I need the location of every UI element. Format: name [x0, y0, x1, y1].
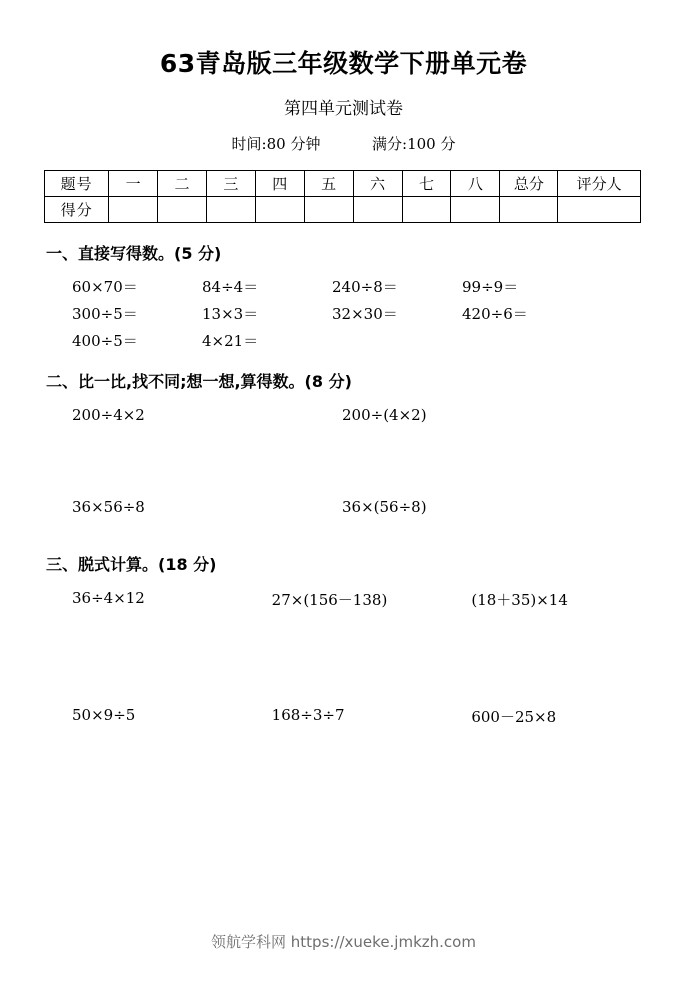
section-2: [44, 369, 643, 516]
table-row: [45, 197, 641, 223]
table-cell: 四: [255, 171, 304, 197]
table-cell: 总分: [500, 171, 558, 197]
problem-item: 168÷3÷7: [271, 706, 345, 724]
problem-item: 27×(156－138): [271, 591, 388, 609]
time-limit: 时间:80 分钟: [231, 135, 321, 153]
page-title: 63青岛版三年级数学下册单元卷: [159, 49, 528, 78]
page-subtitle: 第四单元测试卷: [284, 99, 403, 119]
problem-item: 420÷6＝: [462, 305, 528, 323]
problem-item: 60×70＝: [72, 278, 138, 296]
table-cell: 七: [402, 171, 451, 197]
problem-item: 13×3＝: [202, 305, 259, 323]
section-2-title: 二、比一比,找不同;想一想,算得数。(8 分): [46, 372, 352, 391]
problem-item: (18＋35)×14: [471, 591, 568, 609]
problem-item: 84÷4＝: [202, 278, 259, 296]
score-table: [44, 170, 641, 223]
table-cell: 评分人: [558, 171, 641, 197]
problem-item: 300÷5＝: [72, 305, 138, 323]
problem-row: [44, 324, 643, 351]
section-1-title: 一、直接写得数。(5 分): [46, 244, 222, 263]
row-header-score: 得分: [45, 197, 109, 223]
problem-item: [304, 330, 434, 351]
table-cell: 八: [451, 171, 500, 197]
problem-row: [44, 610, 643, 727]
row-header-question-no: 题号: [45, 171, 109, 197]
problem-item: 36×56÷8: [72, 498, 145, 516]
score-entry-cell[interactable]: [304, 197, 353, 223]
problem-row: [44, 297, 643, 324]
table-cell: 二: [158, 171, 207, 197]
problem-row: [44, 398, 643, 424]
total-points: 满分:100 分: [372, 135, 456, 153]
problem-item: 200÷(4×2): [342, 406, 427, 424]
table-row: [45, 171, 641, 197]
problem-item: 99÷9＝: [462, 278, 519, 296]
exam-meta: [44, 133, 643, 154]
problem-item: 36×(56÷8): [342, 498, 427, 516]
score-entry-cell[interactable]: [558, 197, 641, 223]
score-entry-cell[interactable]: [206, 197, 255, 223]
problem-item: 36÷4×12: [72, 589, 145, 607]
problem-item: 4×21＝: [202, 332, 259, 350]
score-entry-cell[interactable]: [451, 197, 500, 223]
table-cell: 三: [206, 171, 255, 197]
problem-row: [44, 581, 643, 610]
section-1: [44, 241, 643, 351]
problem-row: [44, 424, 643, 516]
problem-item: [434, 330, 564, 351]
table-cell: 六: [353, 171, 402, 197]
score-entry-cell[interactable]: [402, 197, 451, 223]
section-3-title: 三、脱式计算。(18 分): [46, 555, 217, 574]
problem-item: 600－25×8: [471, 708, 557, 726]
table-cell: 五: [304, 171, 353, 197]
table-cell: 一: [109, 171, 158, 197]
problem-item: 200÷4×2: [72, 406, 145, 424]
problem-item: 240÷8＝: [332, 278, 398, 296]
score-entry-cell[interactable]: [109, 197, 158, 223]
score-entry-cell[interactable]: [158, 197, 207, 223]
score-entry-cell[interactable]: [500, 197, 558, 223]
problem-item: 400÷5＝: [72, 332, 138, 350]
problem-item: 50×9÷5: [72, 706, 136, 724]
problem-row: [44, 270, 643, 297]
watermark: 领航学科网 https://xueke.jmkzh.com: [211, 933, 476, 951]
score-entry-cell[interactable]: [255, 197, 304, 223]
problem-item: 32×30＝: [332, 305, 398, 323]
section-3: [44, 552, 643, 727]
score-entry-cell[interactable]: [353, 197, 402, 223]
